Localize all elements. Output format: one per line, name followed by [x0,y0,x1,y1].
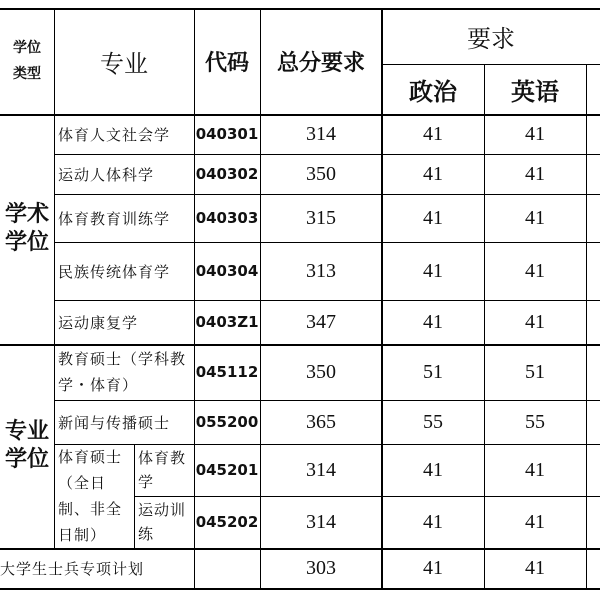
grid-line [54,300,600,301]
grid-line [382,64,600,65]
politics-cell: 41 [423,556,443,579]
total-cell: 303 [306,556,336,579]
major-cell: 体育教育训练学 [58,209,171,228]
code-cell: 040301 [195,125,259,143]
group-academic-degree: 学术 学位 [4,202,49,255]
code-cell: 040304 [195,262,259,280]
total-cell: 350 [306,162,336,185]
grid-line [54,242,600,243]
header-degree-type: 学位 类型 [13,40,41,82]
code-cell: 045202 [195,513,259,531]
total-cell: 315 [306,206,336,229]
grid-line [54,444,600,445]
grid-line [0,114,600,116]
english-cell: 41 [525,310,545,333]
grid-line [0,588,600,590]
header-requirements: 要求 [467,24,515,53]
grid-line [260,8,261,588]
grid-line [194,8,195,588]
politics-cell: 41 [423,122,443,145]
code-cell: 040302 [195,165,259,183]
politics-cell: 41 [423,510,443,533]
total-cell: 365 [306,410,336,433]
total-cell: 314 [306,122,336,145]
major-cell: 体育教学 [138,449,187,491]
total-cell: 314 [306,458,336,481]
total-cell: 313 [306,259,336,282]
english-cell: 41 [525,510,545,533]
grid-line [54,8,55,548]
english-cell: 55 [525,410,545,433]
english-cell: 41 [525,458,545,481]
total-cell: 350 [306,360,336,383]
code-cell [194,548,260,588]
major-cell: 运动人体科学 [58,165,155,184]
politics-cell: 55 [423,410,443,433]
header-politics: 政治 [409,77,457,106]
code-cell: 055200 [195,413,259,431]
code-cell: 045112 [195,363,259,381]
major-cell: 体育人文社会学 [58,125,171,144]
major-cell: 教育硕士（学科教学・体育） [58,350,187,394]
group-professional-degree: 专业 学位 [4,419,49,472]
major-cell: 大学生士兵专项计划 [0,559,145,578]
pe-master-label: 体育硕士（全日制、非全日制） [58,448,123,544]
english-cell: 41 [525,122,545,145]
grid-line [0,548,600,550]
grid-line [381,8,383,588]
politics-cell: 41 [423,259,443,282]
grid-line [0,344,600,346]
english-cell: 41 [525,259,545,282]
major-cell: 民族传统体育学 [58,262,171,281]
code-cell: 045201 [195,461,259,479]
major-cell: 运动康复学 [58,313,139,332]
politics-cell: 41 [423,458,443,481]
grid-line [54,400,600,401]
politics-cell: 51 [423,360,443,383]
total-cell: 314 [306,510,336,533]
grid-line [0,8,600,10]
grid-line [484,64,485,588]
grid-line [586,64,587,588]
header-english: 英语 [511,77,559,106]
grid-line [54,154,600,155]
grid-line [54,194,600,195]
major-cell: 运动训练 [138,501,187,543]
grid-line [134,496,600,497]
header-total-score: 总分要求 [276,50,365,76]
english-cell: 41 [525,556,545,579]
politics-cell: 41 [423,206,443,229]
english-cell: 41 [525,162,545,185]
english-cell: 51 [525,360,545,383]
grid-line [134,444,135,548]
english-cell: 41 [525,206,545,229]
major-cell: 新闻与传播硕士 [58,413,171,432]
code-cell: 040303 [195,209,259,227]
politics-cell: 41 [423,162,443,185]
politics-cell: 41 [423,310,443,333]
header-major: 专业 [100,49,148,78]
total-cell: 347 [306,310,336,333]
code-cell: 0403Z1 [195,313,259,331]
header-code: 代码 [204,50,249,76]
